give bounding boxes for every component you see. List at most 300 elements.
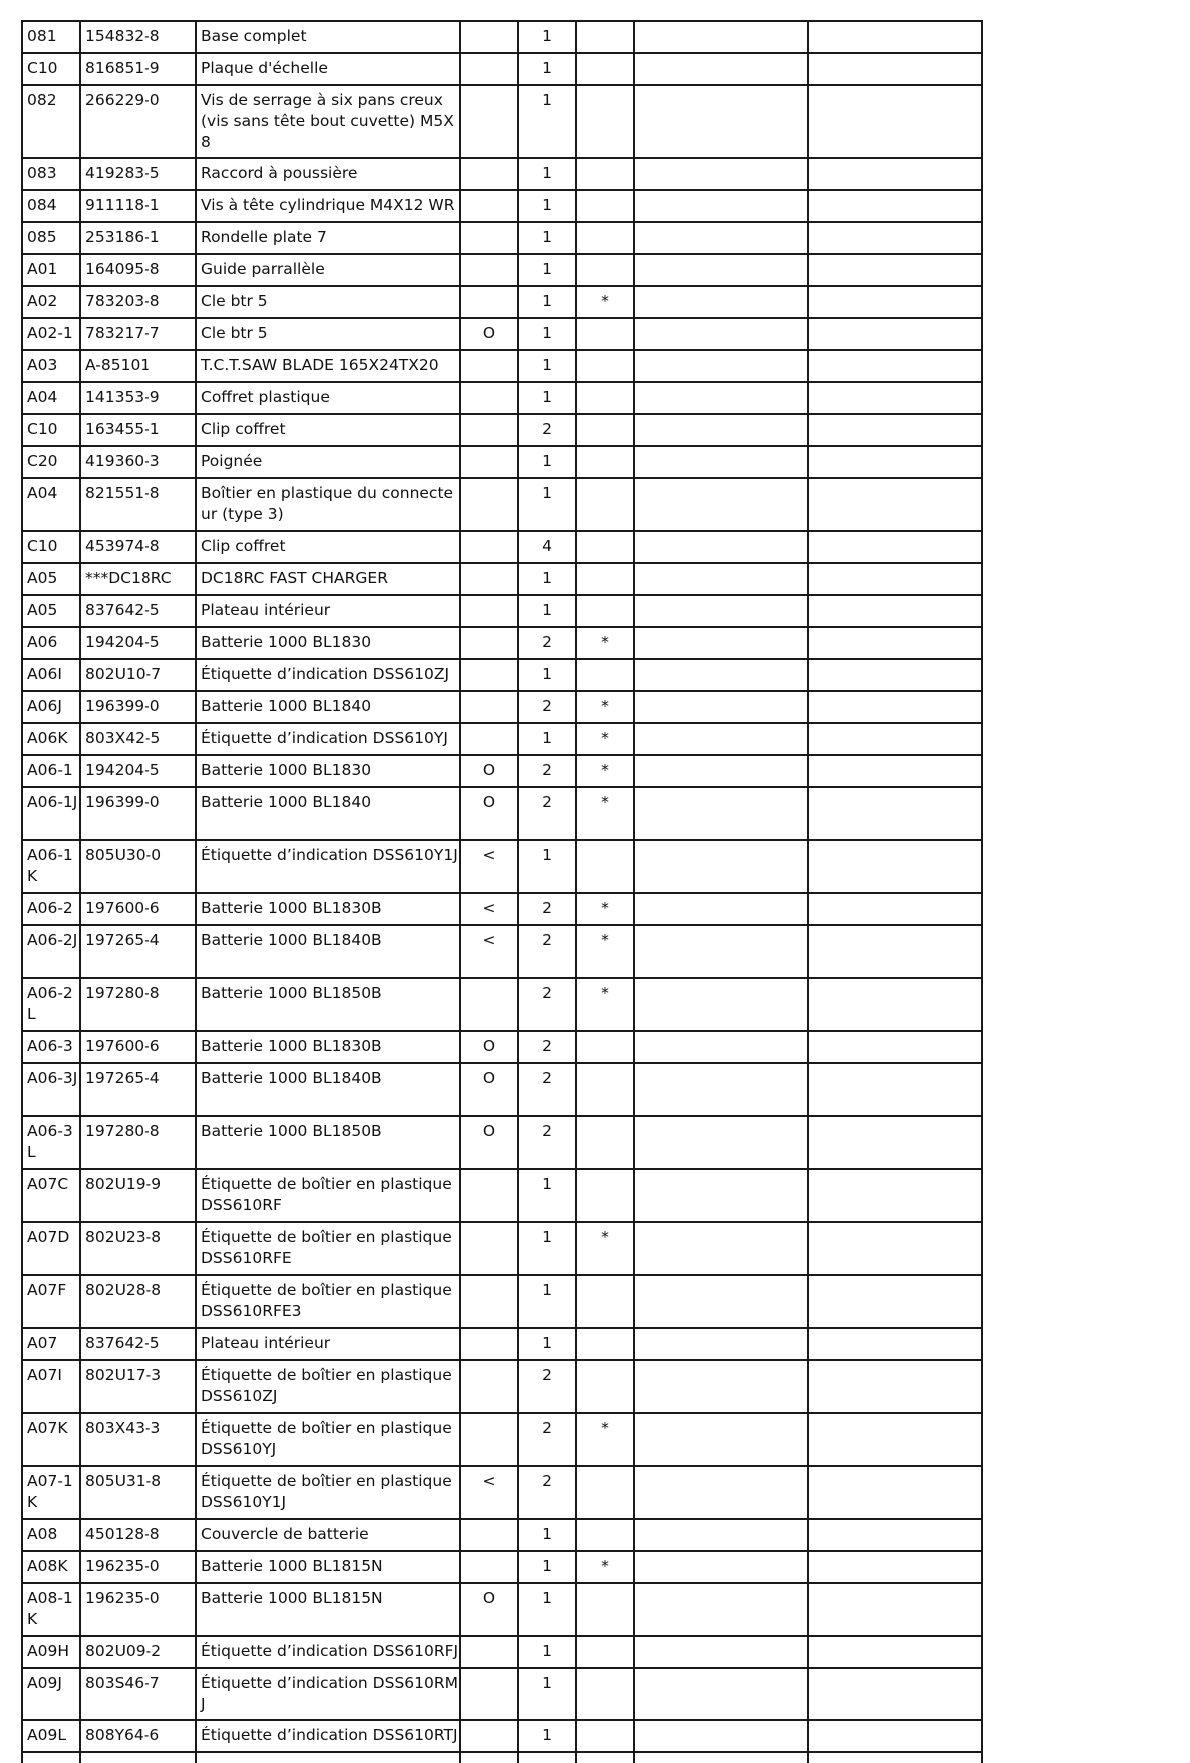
parts-table-body	[22, 21, 982, 1763]
part-number-cell: 803X42-5	[80, 723, 196, 755]
part-number-cell: 197600-6	[80, 893, 196, 925]
description-cell: Clip coffret	[196, 531, 460, 563]
part-number-cell: 802U17-3	[80, 1360, 196, 1413]
item-number-cell: A06K	[22, 723, 80, 755]
blank-cell	[808, 382, 982, 414]
part-number-cell: 266229-0	[80, 85, 196, 158]
note-cell	[460, 1169, 518, 1222]
blank-cell	[634, 286, 808, 318]
note-cell	[460, 1551, 518, 1583]
blank-cell	[634, 1668, 808, 1720]
note-cell	[460, 691, 518, 723]
item-number-cell: A05	[22, 563, 80, 595]
quantity-cell: 1	[518, 382, 576, 414]
blank-cell	[808, 53, 982, 85]
part-number-cell: 837642-5	[80, 595, 196, 627]
description-cell: Batterie 1000 BL1840B	[196, 1063, 460, 1116]
table-row	[22, 1466, 982, 1519]
table-row	[22, 85, 982, 158]
note-cell	[460, 978, 518, 1031]
blank-cell	[808, 531, 982, 563]
blank-cell	[808, 723, 982, 755]
description-cell: Batterie 1000 BL1830	[196, 627, 460, 659]
item-number-cell: C10	[22, 53, 80, 85]
blank-cell	[634, 755, 808, 787]
note-cell	[460, 53, 518, 85]
blank-cell	[808, 85, 982, 158]
description-cell: Batterie 1000 BL1840	[196, 691, 460, 723]
table-row	[22, 1169, 982, 1222]
part-number-cell: 197600-6	[80, 1031, 196, 1063]
note-cell	[460, 1328, 518, 1360]
flag-cell: *	[576, 286, 634, 318]
item-number-cell: A06-1J	[22, 787, 80, 840]
flag-cell: *	[576, 978, 634, 1031]
part-number-cell: 816851-9	[80, 53, 196, 85]
table-row-continuation	[22, 1752, 982, 1763]
table-row	[22, 190, 982, 222]
blank-cell	[634, 1116, 808, 1169]
quantity-cell: 1	[518, 595, 576, 627]
item-number-cell: A06-2L	[22, 978, 80, 1031]
blank-cell	[196, 1752, 460, 1763]
table-row	[22, 925, 982, 978]
blank-cell	[634, 1275, 808, 1328]
flag-cell	[576, 350, 634, 382]
quantity-cell: 1	[518, 21, 576, 53]
item-number-cell: A07K	[22, 1413, 80, 1466]
part-number-cell: 450128-8	[80, 1519, 196, 1551]
blank-cell	[634, 1519, 808, 1551]
description-cell: Étiquette d’indication DSS610RFJ	[196, 1636, 460, 1668]
blank-cell	[808, 21, 982, 53]
description-cell: Poignée	[196, 446, 460, 478]
blank-cell	[808, 925, 982, 978]
part-number-cell: ***DC18RC	[80, 563, 196, 595]
quantity-cell: 1	[518, 659, 576, 691]
quantity-cell: 1	[518, 478, 576, 531]
description-cell: Étiquette de boîtier en plastique DSS610Y1J	[196, 1466, 460, 1519]
blank-cell	[808, 286, 982, 318]
description-cell: Base complet	[196, 21, 460, 53]
table-row	[22, 787, 982, 840]
blank-cell	[634, 85, 808, 158]
table-row	[22, 1413, 982, 1466]
item-number-cell: A07D	[22, 1222, 80, 1275]
table-row	[22, 53, 982, 85]
quantity-cell: 2	[518, 1466, 576, 1519]
flag-cell: *	[576, 893, 634, 925]
blank-cell	[808, 595, 982, 627]
blank-cell	[808, 659, 982, 691]
flag-cell	[576, 382, 634, 414]
flag-cell	[576, 1360, 634, 1413]
part-number-cell: 196399-0	[80, 691, 196, 723]
blank-cell	[808, 755, 982, 787]
flag-cell	[576, 659, 634, 691]
note-cell: <	[460, 925, 518, 978]
note-cell	[460, 190, 518, 222]
quantity-cell: 1	[518, 286, 576, 318]
blank-cell	[634, 1063, 808, 1116]
description-cell: Rondelle plate 7	[196, 222, 460, 254]
flag-cell	[576, 478, 634, 531]
flag-cell: *	[576, 787, 634, 840]
quantity-cell: 2	[518, 755, 576, 787]
blank-cell	[634, 1466, 808, 1519]
table-row	[22, 691, 982, 723]
blank-cell	[808, 563, 982, 595]
flag-cell	[576, 85, 634, 158]
flag-cell	[576, 1275, 634, 1328]
table-row	[22, 446, 982, 478]
description-cell: Batterie 1000 BL1830	[196, 755, 460, 787]
blank-cell	[808, 478, 982, 531]
quantity-cell: 2	[518, 1360, 576, 1413]
quantity-cell: 1	[518, 158, 576, 190]
blank-cell	[576, 1752, 634, 1763]
flag-cell	[576, 318, 634, 350]
table-row	[22, 350, 982, 382]
description-cell: T.C.T.SAW BLADE 165X24TX20	[196, 350, 460, 382]
part-number-cell: 163455-1	[80, 414, 196, 446]
quantity-cell: 1	[518, 1720, 576, 1752]
note-cell	[460, 1668, 518, 1720]
table-row	[22, 254, 982, 286]
item-number-cell: C20	[22, 446, 80, 478]
flag-cell	[576, 1519, 634, 1551]
part-number-cell: 196235-0	[80, 1583, 196, 1636]
table-row	[22, 1360, 982, 1413]
quantity-cell: 1	[518, 1169, 576, 1222]
note-cell	[460, 1275, 518, 1328]
part-number-cell: 805U31-8	[80, 1466, 196, 1519]
description-cell: Étiquette d’indication DSS610Y1J	[196, 840, 460, 893]
note-cell	[460, 478, 518, 531]
description-cell: Raccord à poussière	[196, 158, 460, 190]
table-row	[22, 1328, 982, 1360]
description-cell: Couvercle de batterie	[196, 1519, 460, 1551]
blank-cell	[808, 414, 982, 446]
blank-cell	[808, 1328, 982, 1360]
blank-cell	[634, 382, 808, 414]
item-number-cell: A01	[22, 254, 80, 286]
blank-cell	[634, 414, 808, 446]
blank-cell	[634, 254, 808, 286]
blank-cell	[634, 563, 808, 595]
flag-cell	[576, 1031, 634, 1063]
parts-table	[21, 20, 983, 1763]
table-row	[22, 158, 982, 190]
blank-cell	[808, 1551, 982, 1583]
blank-cell	[808, 1360, 982, 1413]
note-cell	[460, 222, 518, 254]
item-number-cell: A07	[22, 1328, 80, 1360]
part-number-cell: 911118-1	[80, 190, 196, 222]
item-number-cell: 081	[22, 21, 80, 53]
description-cell: Boîtier en plastique du connecteur (type 3)	[196, 478, 460, 531]
quantity-cell: 2	[518, 978, 576, 1031]
part-number-cell: 808Y64-6	[80, 1720, 196, 1752]
description-cell: Étiquette de boîtier en plastique DSS610RF	[196, 1169, 460, 1222]
part-number-cell: 419283-5	[80, 158, 196, 190]
blank-cell	[634, 925, 808, 978]
quantity-cell: 1	[518, 1551, 576, 1583]
note-cell	[460, 659, 518, 691]
blank-cell	[634, 787, 808, 840]
part-number-cell: 803X43-3	[80, 1413, 196, 1466]
blank-cell	[634, 893, 808, 925]
blank-cell	[634, 222, 808, 254]
flag-cell	[576, 1063, 634, 1116]
table-row	[22, 563, 982, 595]
flag-cell	[576, 21, 634, 53]
flag-cell	[576, 531, 634, 563]
description-cell: Cle btr 5	[196, 286, 460, 318]
blank-cell	[808, 1413, 982, 1466]
part-number-cell: 802U09-2	[80, 1636, 196, 1668]
quantity-cell: 1	[518, 190, 576, 222]
blank-cell	[808, 1169, 982, 1222]
table-row	[22, 978, 982, 1031]
note-cell: O	[460, 1063, 518, 1116]
description-cell: Étiquette d’indication DSS610ZJ	[196, 659, 460, 691]
blank-cell	[634, 318, 808, 350]
blank-cell	[634, 1222, 808, 1275]
note-cell: O	[460, 755, 518, 787]
blank-cell	[634, 627, 808, 659]
item-number-cell: 084	[22, 190, 80, 222]
table-row	[22, 286, 982, 318]
quantity-cell: 1	[518, 1668, 576, 1720]
description-cell: Cle btr 5	[196, 318, 460, 350]
item-number-cell: 083	[22, 158, 80, 190]
blank-cell	[634, 840, 808, 893]
part-number-cell: 196235-0	[80, 1551, 196, 1583]
note-cell: O	[460, 787, 518, 840]
flag-cell	[576, 190, 634, 222]
blank-cell	[808, 1275, 982, 1328]
item-number-cell: A06-3	[22, 1031, 80, 1063]
part-number-cell: 164095-8	[80, 254, 196, 286]
note-cell	[460, 531, 518, 563]
blank-cell	[634, 190, 808, 222]
part-number-cell: 802U19-9	[80, 1169, 196, 1222]
item-number-cell: A06J	[22, 691, 80, 723]
quantity-cell: 2	[518, 925, 576, 978]
note-cell	[460, 595, 518, 627]
note-cell	[460, 85, 518, 158]
item-number-cell: A02	[22, 286, 80, 318]
blank-cell	[634, 723, 808, 755]
description-cell: Batterie 1000 BL1840B	[196, 925, 460, 978]
flag-cell: *	[576, 627, 634, 659]
part-number-cell: 837642-5	[80, 1328, 196, 1360]
flag-cell: *	[576, 1413, 634, 1466]
quantity-cell: 1	[518, 350, 576, 382]
description-cell: Vis de serrage à six pans creux (vis sans tête bout cuvette) M5X8	[196, 85, 460, 158]
description-cell: Batterie 1000 BL1815N	[196, 1551, 460, 1583]
note-cell	[460, 414, 518, 446]
part-number-cell: 196399-0	[80, 787, 196, 840]
blank-cell	[634, 1636, 808, 1668]
table-row	[22, 1551, 982, 1583]
flag-cell	[576, 254, 634, 286]
flag-cell: *	[576, 1222, 634, 1275]
blank-cell	[808, 1720, 982, 1752]
blank-cell	[634, 978, 808, 1031]
item-number-cell: A06I	[22, 659, 80, 691]
blank-cell	[808, 446, 982, 478]
blank-cell	[634, 1551, 808, 1583]
blank-cell	[808, 1466, 982, 1519]
blank-cell	[634, 478, 808, 531]
blank-cell	[634, 53, 808, 85]
flag-cell: *	[576, 1551, 634, 1583]
flag-cell	[576, 1668, 634, 1720]
blank-cell	[22, 1752, 80, 1763]
note-cell	[460, 21, 518, 53]
table-row	[22, 627, 982, 659]
description-cell: Étiquette d’indication DSS610YJ	[196, 723, 460, 755]
quantity-cell: 2	[518, 627, 576, 659]
note-cell: O	[460, 1583, 518, 1636]
quantity-cell: 2	[518, 1413, 576, 1466]
flag-cell	[576, 446, 634, 478]
note-cell: O	[460, 1031, 518, 1063]
item-number-cell: A06	[22, 627, 80, 659]
blank-cell	[518, 1752, 576, 1763]
note-cell	[460, 158, 518, 190]
note-cell	[460, 1636, 518, 1668]
description-cell: Étiquette de boîtier en plastique DSS610RFE3	[196, 1275, 460, 1328]
table-row	[22, 893, 982, 925]
blank-cell	[634, 1328, 808, 1360]
blank-cell	[634, 595, 808, 627]
item-number-cell: A07-1K	[22, 1466, 80, 1519]
table-row	[22, 531, 982, 563]
part-number-cell: 802U23-8	[80, 1222, 196, 1275]
blank-cell	[808, 222, 982, 254]
blank-cell	[808, 893, 982, 925]
table-row	[22, 755, 982, 787]
item-number-cell: A04	[22, 478, 80, 531]
quantity-cell: 2	[518, 414, 576, 446]
table-row	[22, 723, 982, 755]
note-cell	[460, 1720, 518, 1752]
flag-cell: *	[576, 755, 634, 787]
flag-cell	[576, 595, 634, 627]
table-row	[22, 1222, 982, 1275]
part-number-cell: 821551-8	[80, 478, 196, 531]
table-row	[22, 382, 982, 414]
blank-cell	[634, 21, 808, 53]
quantity-cell: 1	[518, 563, 576, 595]
quantity-cell: 1	[518, 840, 576, 893]
note-cell	[460, 350, 518, 382]
flag-cell	[576, 1583, 634, 1636]
table-row	[22, 21, 982, 53]
item-number-cell: A07C	[22, 1169, 80, 1222]
blank-cell	[808, 158, 982, 190]
item-number-cell: A08-1K	[22, 1583, 80, 1636]
blank-cell	[808, 350, 982, 382]
part-number-cell: 805U30-0	[80, 840, 196, 893]
quantity-cell: 1	[518, 53, 576, 85]
part-number-cell: 802U28-8	[80, 1275, 196, 1328]
item-number-cell: A04	[22, 382, 80, 414]
table-row	[22, 840, 982, 893]
part-number-cell: 197280-8	[80, 978, 196, 1031]
part-number-cell: 453974-8	[80, 531, 196, 563]
table-row	[22, 1583, 982, 1636]
part-number-cell: 141353-9	[80, 382, 196, 414]
item-number-cell: A07I	[22, 1360, 80, 1413]
item-number-cell: A06-3L	[22, 1116, 80, 1169]
description-cell: Batterie 1000 BL1830B	[196, 893, 460, 925]
description-cell: Clip coffret	[196, 414, 460, 446]
table-row	[22, 1720, 982, 1752]
blank-cell	[808, 840, 982, 893]
note-cell	[460, 254, 518, 286]
flag-cell	[576, 1636, 634, 1668]
description-cell: Étiquette de boîtier en plastique DSS610RFE	[196, 1222, 460, 1275]
part-number-cell: 194204-5	[80, 755, 196, 787]
item-number-cell: A05	[22, 595, 80, 627]
part-number-cell: 194204-5	[80, 627, 196, 659]
flag-cell	[576, 414, 634, 446]
blank-cell	[634, 1720, 808, 1752]
note-cell: O	[460, 1116, 518, 1169]
table-row	[22, 1031, 982, 1063]
description-cell: Plaque d'échelle	[196, 53, 460, 85]
note-cell	[460, 382, 518, 414]
note-cell	[460, 446, 518, 478]
part-number-cell: 197265-4	[80, 1063, 196, 1116]
quantity-cell: 1	[518, 446, 576, 478]
note-cell	[460, 1360, 518, 1413]
note-cell: <	[460, 893, 518, 925]
description-cell: Vis à tête cylindrique M4X12 WR	[196, 190, 460, 222]
blank-cell	[808, 1222, 982, 1275]
blank-cell	[634, 691, 808, 723]
description-cell: Batterie 1000 BL1840	[196, 787, 460, 840]
description-cell: Coffret plastique	[196, 382, 460, 414]
quantity-cell: 2	[518, 787, 576, 840]
item-number-cell: A07F	[22, 1275, 80, 1328]
note-cell	[460, 723, 518, 755]
table-row	[22, 595, 982, 627]
quantity-cell: 1	[518, 1328, 576, 1360]
description-cell: Étiquette d’indication DSS610RMJ	[196, 1668, 460, 1720]
blank-cell	[808, 627, 982, 659]
note-cell: O	[460, 318, 518, 350]
flag-cell	[576, 840, 634, 893]
item-number-cell: 082	[22, 85, 80, 158]
table-row	[22, 1116, 982, 1169]
item-number-cell: C10	[22, 414, 80, 446]
blank-cell	[634, 1752, 808, 1763]
quantity-cell: 1	[518, 1636, 576, 1668]
item-number-cell: A08	[22, 1519, 80, 1551]
quantity-cell: 1	[518, 318, 576, 350]
part-number-cell: 783217-7	[80, 318, 196, 350]
blank-cell	[808, 1636, 982, 1668]
item-number-cell: A06-1K	[22, 840, 80, 893]
blank-cell	[634, 659, 808, 691]
blank-cell	[808, 1752, 982, 1763]
part-number-cell: 419360-3	[80, 446, 196, 478]
